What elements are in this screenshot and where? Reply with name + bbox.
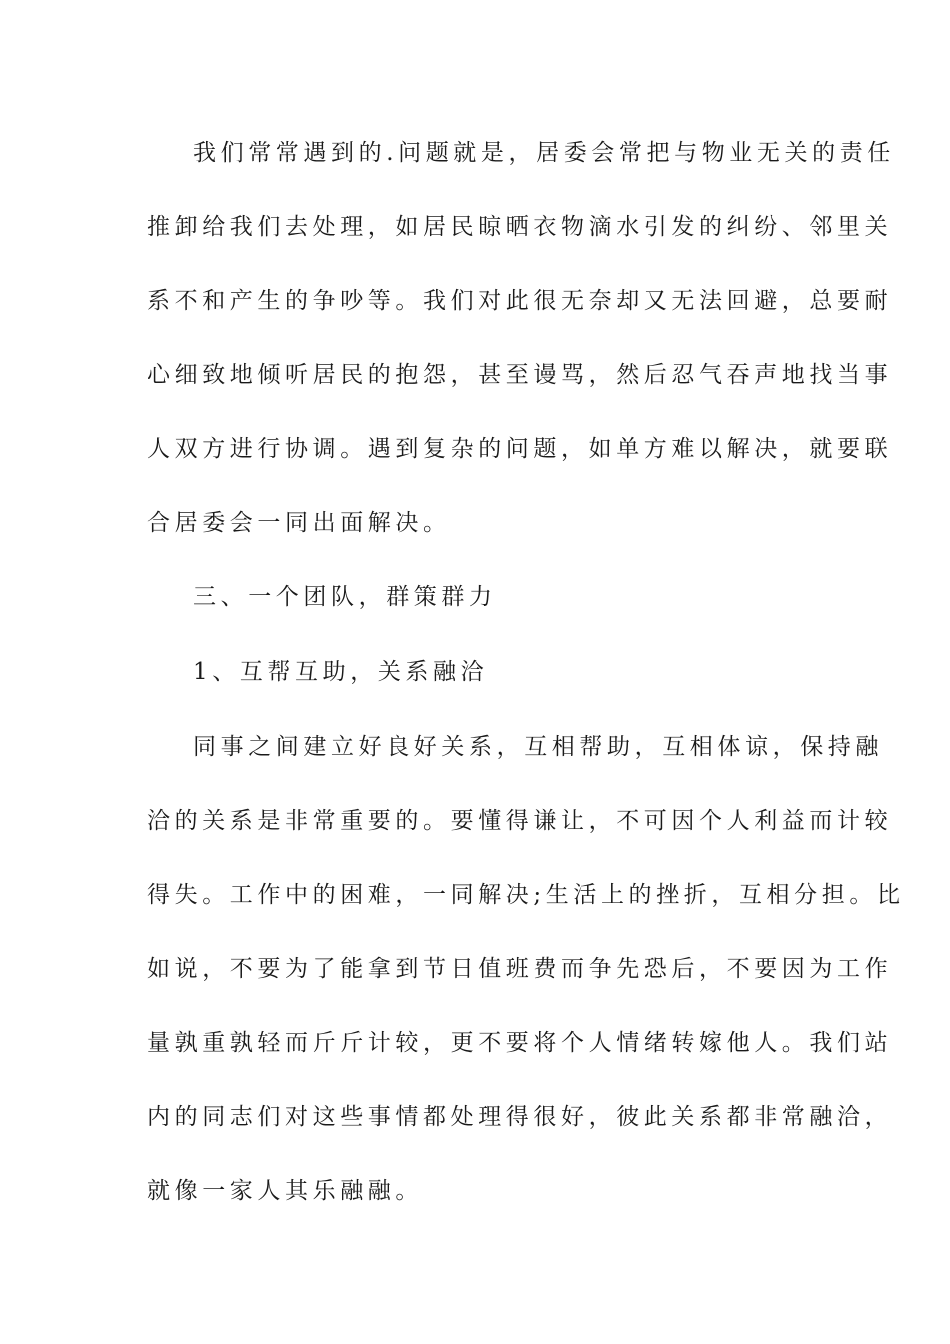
paragraph-line: 合居委会一同出面解决。	[147, 510, 451, 536]
paragraph-line: 如说，不要为了能拿到节日值班费而争先恐后，不要因为工作	[147, 956, 893, 982]
paragraph-line: 同事之间建立好良好关系，互相帮助，互相体谅，保持融	[193, 734, 883, 760]
section-heading: 三、一个团队，群策群力	[193, 584, 497, 610]
subsection-heading: 1、互帮互助，关系融洽	[193, 659, 489, 685]
paragraph-line: 我们常常遇到的.问题就是，居委会常把与物业无关的责任	[193, 140, 895, 166]
paragraph-line: 推卸给我们去处理，如居民晾晒衣物滴水引发的纠纷、邻里关	[147, 214, 893, 240]
paragraph-line: 洽的关系是非常重要的。要懂得谦让，不可因个人利益而计较	[147, 808, 893, 834]
paragraph-line: 量孰重孰轻而斤斤计较，更不要将个人情绪转嫁他人。我们站	[147, 1030, 893, 1056]
paragraph-line: 就像一家人其乐融融。	[147, 1178, 423, 1204]
paragraph-line: 心细致地倾听居民的抱怨，甚至谩骂，然后忍气吞声地找当事	[147, 362, 893, 388]
paragraph-line: 系不和产生的争吵等。我们对此很无奈却又无法回避，总要耐	[147, 288, 893, 314]
paragraph-line: 得失。工作中的困难，一同解决;生活上的挫折，互相分担。比	[147, 882, 905, 908]
paragraph-line: 人双方进行协调。遇到复杂的问题，如单方难以解决，就要联	[147, 436, 893, 462]
paragraph-line: 内的同志们对这些事情都处理得很好，彼此关系都非常融洽，	[147, 1104, 893, 1130]
